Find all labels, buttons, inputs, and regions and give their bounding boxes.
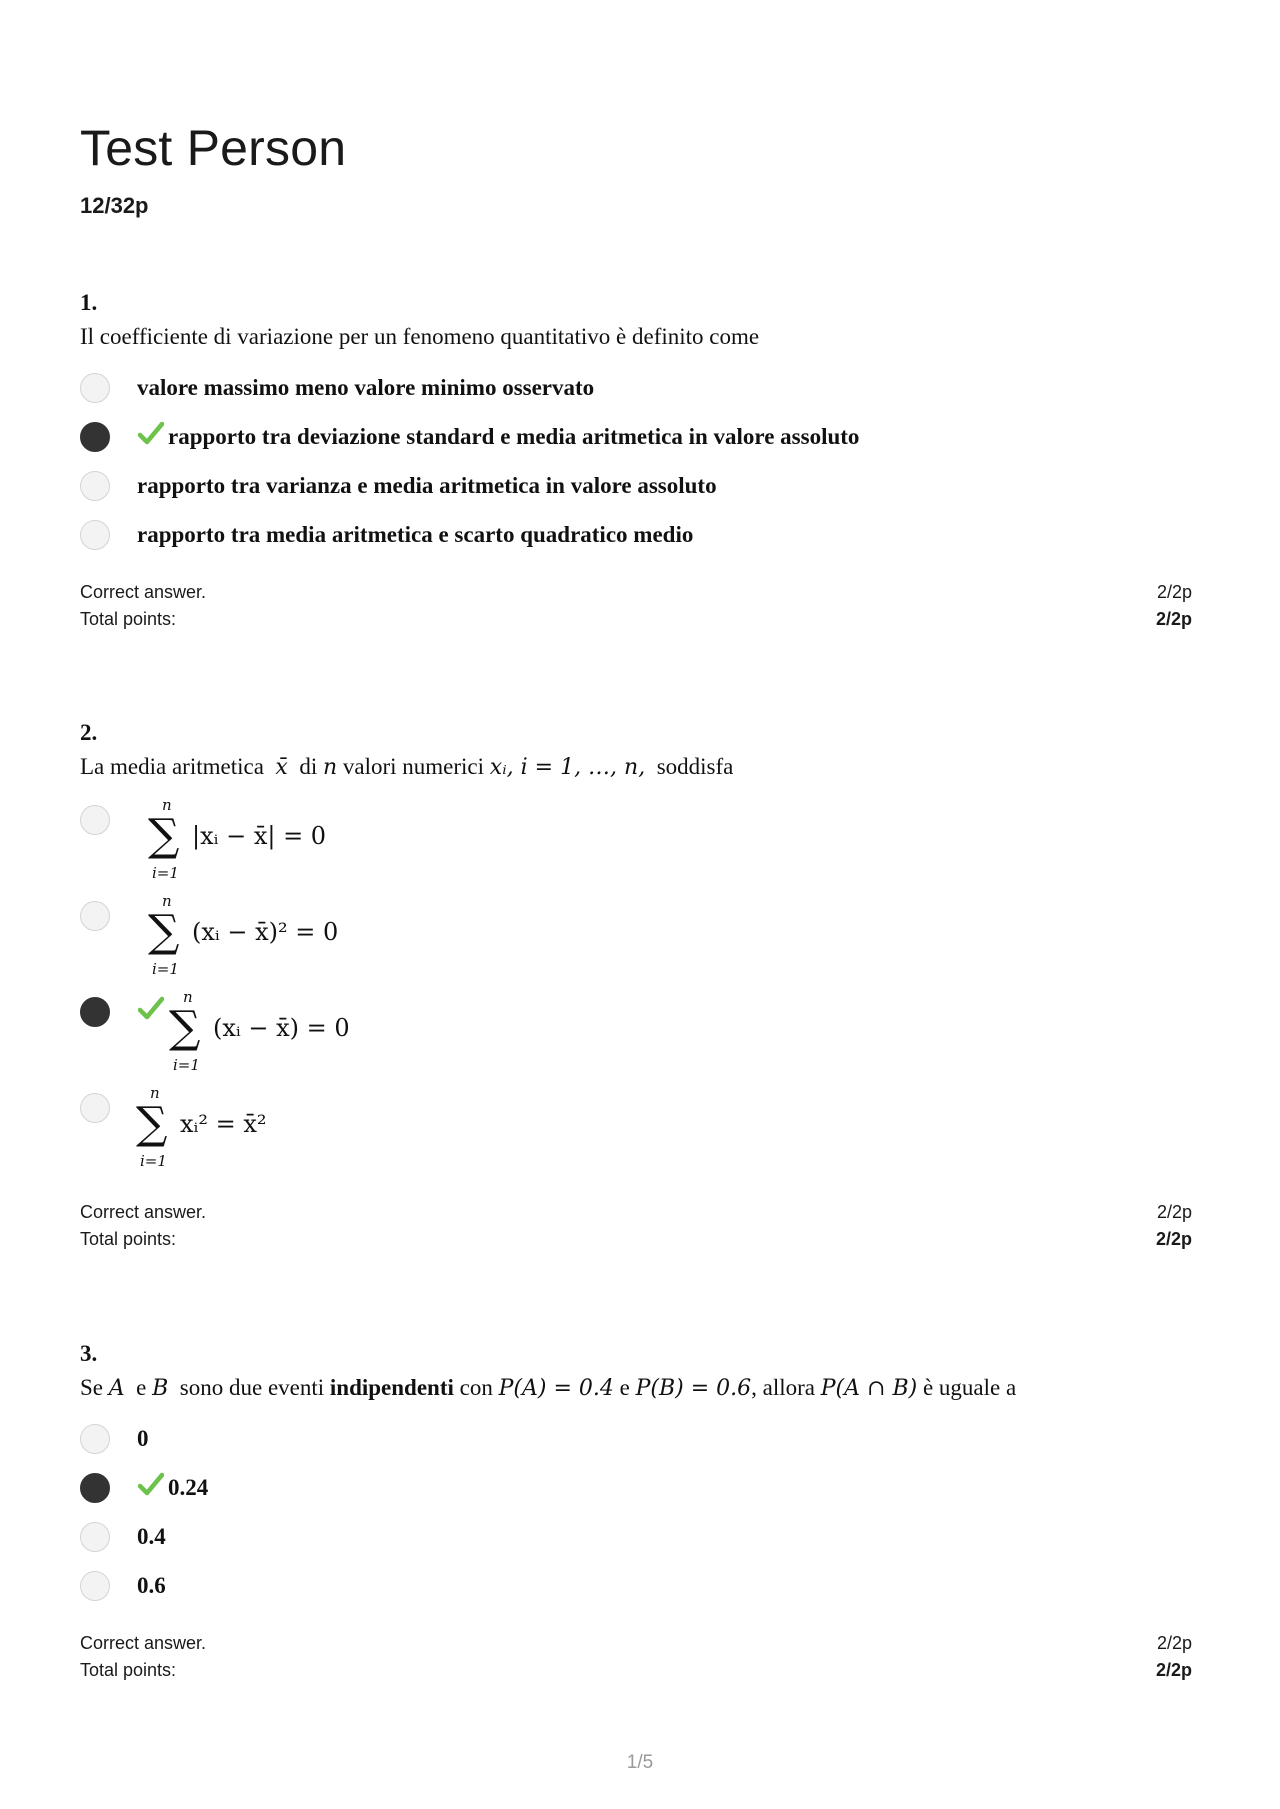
total-label: Total points: (80, 1660, 177, 1680)
total-label: Total points: (80, 609, 177, 629)
answer-option[interactable] (80, 1570, 1180, 1606)
result-label: Correct answer. (80, 1202, 207, 1222)
radio-button[interactable] (80, 1093, 110, 1123)
answer-label: rapporto tra media aritmetica e scarto quadratico medio (137, 522, 694, 547)
page-number: 1/5 (626, 1752, 654, 1773)
text-fragment: valori numerici (342, 754, 485, 779)
answer-label: 0 (137, 1426, 149, 1451)
radio-button[interactable] (80, 520, 110, 550)
answer-label: 0.24 (168, 1475, 209, 1500)
result-summary (80, 1202, 1192, 1258)
answer-option[interactable] (80, 988, 1180, 1076)
math-fragment: xᵢ, i = 1, …, n, (489, 755, 646, 780)
radio-button[interactable] (80, 1571, 110, 1601)
radio-button[interactable] (80, 901, 110, 931)
answer-option[interactable] (80, 470, 1180, 506)
text-fragment: con (459, 1375, 493, 1400)
checkmark-icon (138, 421, 164, 447)
answer-option[interactable] (80, 892, 1180, 980)
question-text: Il coefficiente di variazione per un fenomeno quantitativo è definito come (80, 324, 760, 349)
answer-label: rapporto tra varianza e media aritmetica in valore assoluto (137, 473, 717, 498)
radio-button-selected[interactable] (80, 997, 110, 1027)
sum-lower-limit: i=1 (152, 864, 179, 882)
result-summary (80, 582, 1192, 638)
question-number: 1. (80, 290, 98, 315)
result-points: 2/2p (1156, 1633, 1192, 1653)
text-fragment-bold: indipendenti (329, 1375, 454, 1400)
answer-label: rapporto tra deviazione standard e media aritmetica in valore assoluto (168, 424, 860, 449)
text-fragment: La media aritmetica (80, 754, 264, 779)
sum-upper-limit: n (150, 1084, 160, 1102)
answer-option[interactable] (80, 796, 1180, 884)
sum-lower-limit: i=1 (173, 1056, 200, 1074)
total-points: 2/2p (1155, 1229, 1192, 1249)
math-fragment: P(A) = 0.4 (498, 1376, 614, 1401)
text-fragment: soddisfa (656, 754, 734, 779)
answer-option[interactable] (80, 372, 1180, 408)
result-label: Correct answer. (80, 582, 207, 602)
math-fragment: n (322, 755, 338, 780)
answer-option[interactable] (80, 1084, 1180, 1172)
sigma-symbol: ∑ (148, 810, 180, 861)
formula (136, 1084, 436, 1176)
radio-button[interactable] (80, 1424, 110, 1454)
sigma-symbol: ∑ (148, 906, 180, 957)
math-fragment: P(A ∩ B) (820, 1376, 918, 1401)
answer-option[interactable] (80, 421, 1180, 457)
answer-label: 0.6 (137, 1573, 166, 1598)
question-text (80, 754, 733, 780)
result-label: Correct answer. (80, 1633, 207, 1653)
formula-expression: (xᵢ − x̄)² = 0 (192, 918, 339, 946)
result-points: 2/2p (1156, 582, 1192, 602)
radio-button-selected[interactable] (80, 1473, 110, 1503)
answer-option[interactable] (80, 1423, 1180, 1459)
math-fragment: B (152, 1376, 169, 1401)
radio-button[interactable] (80, 373, 110, 403)
checkmark-icon (138, 1472, 164, 1498)
text-fragment: e (136, 1375, 147, 1400)
radio-button-selected[interactable] (80, 422, 110, 452)
radio-button[interactable] (80, 805, 110, 835)
answer-option[interactable] (80, 1521, 1180, 1557)
total-points: 2/2p (1155, 1660, 1192, 1680)
formula-expression: (xᵢ − x̄) = 0 (213, 1014, 350, 1042)
text-fragment: , allora (751, 1375, 815, 1400)
total-points: 2/2p (1155, 609, 1192, 629)
sigma-symbol: ∑ (136, 1098, 168, 1149)
text-fragment: di (299, 754, 318, 779)
result-points: 2/2p (1156, 1202, 1192, 1222)
formula-expression: xᵢ² = x̄² (180, 1110, 267, 1138)
sum-lower-limit: i=1 (152, 960, 179, 978)
text-fragment: sono due eventi (179, 1375, 325, 1400)
formula (148, 892, 448, 984)
page-title: Test Person (80, 120, 347, 176)
math-fragment: A (108, 1376, 125, 1401)
formula (148, 796, 448, 888)
radio-button[interactable] (80, 1522, 110, 1552)
checkmark-icon (138, 996, 164, 1022)
formula (169, 988, 469, 1080)
formula-expression: |xᵢ − x̄| = 0 (192, 822, 327, 850)
math-fragment: x̄ (275, 755, 288, 780)
text-fragment: Se (80, 1375, 103, 1400)
sum-lower-limit: i=1 (140, 1152, 167, 1170)
answer-option[interactable] (80, 519, 1180, 555)
answer-label: 0.4 (137, 1524, 166, 1549)
radio-button[interactable] (80, 471, 110, 501)
text-fragment: e (619, 1375, 630, 1400)
page (80, 0, 1192, 1809)
question-number: 3. (80, 1341, 98, 1366)
answer-label: valore massimo meno valore minimo osservato (137, 375, 595, 400)
result-summary (80, 1633, 1192, 1689)
sigma-symbol: ∑ (169, 1002, 201, 1053)
sum-upper-limit: n (183, 988, 193, 1006)
question-text (80, 1375, 1016, 1401)
text-fragment: è uguale a (922, 1375, 1017, 1400)
sum-upper-limit: n (162, 796, 172, 814)
sum-upper-limit: n (162, 892, 172, 910)
math-fragment: P(B) = 0.6 (635, 1376, 752, 1401)
total-label: Total points: (80, 1229, 177, 1249)
total-score: 12/32p (80, 193, 149, 218)
answer-option[interactable] (80, 1472, 1180, 1508)
question-number: 2. (80, 720, 98, 745)
